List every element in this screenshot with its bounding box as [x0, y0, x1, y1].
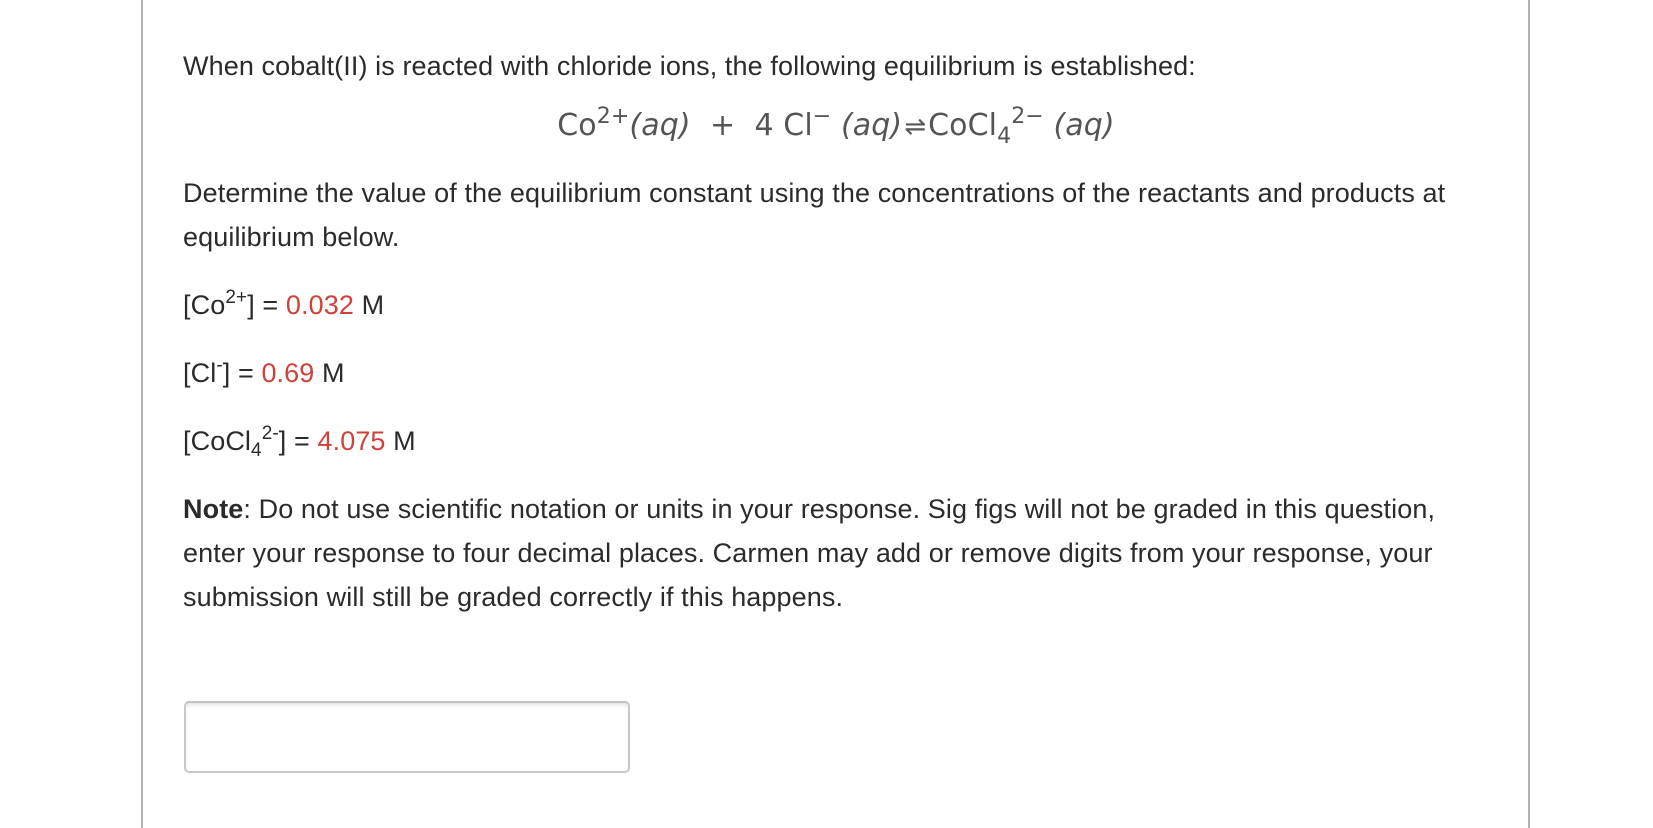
note-text — [183, 487, 1483, 619]
concentration-chloride — [183, 351, 1483, 395]
answer-input[interactable] — [184, 701, 630, 773]
unit: M — [314, 358, 345, 388]
state-aq: (aq) — [1053, 108, 1115, 143]
concentration-cobalt — [183, 283, 1483, 327]
species-label: [CoCl — [183, 426, 252, 456]
equilibrium-arrow-icon: ⇌ — [904, 112, 927, 142]
product-complex: CoCl — [928, 108, 998, 143]
state-aq: (aq) — [629, 108, 691, 143]
species-label: [Co — [183, 290, 226, 320]
reactant-cobalt: Co — [557, 108, 597, 143]
equals: ] = — [278, 426, 318, 456]
species-subscript: 4 — [251, 440, 262, 461]
question-panel — [141, 0, 1530, 828]
species-charge: 2- — [261, 423, 279, 444]
determine-text: Determine the value of the equilibrium constant using the concentrations of the reactants and products at equilibrium below. — [183, 178, 1446, 252]
state-aq: (aq) — [840, 108, 903, 143]
unit: M — [353, 290, 385, 320]
unit: M — [385, 426, 416, 456]
equals: ] = — [247, 290, 286, 320]
species-charge: - — [216, 355, 223, 376]
product-subscript: 4 — [997, 124, 1012, 149]
note-label: Note — [183, 494, 244, 524]
equilibrium-equation — [183, 104, 1483, 149]
plus-sign: + — [709, 108, 736, 143]
note-body: : Do not use scientific notation or units in your response. Sig figs will not be graded in this question, enter your response to four decimal places. Carmen may add or remove digits from your response, your submission will still be graded correctly if this happens. — [183, 494, 1436, 612]
reactant-chloride: Cl — [783, 108, 813, 143]
species-label: [Cl — [183, 358, 217, 388]
concentration-complex — [183, 419, 1483, 463]
cobalt-charge: 2+ — [596, 104, 630, 129]
concentration-value: 4.075 — [317, 426, 386, 456]
product-charge: 2− — [1011, 104, 1044, 129]
intro-text: When cobalt(II) is reacted with chloride ions, the following equilibrium is established: — [183, 51, 1196, 81]
coefficient: 4 — [754, 108, 774, 143]
species-charge: 2+ — [225, 287, 248, 308]
question-content — [183, 44, 1483, 619]
concentration-value: 0.69 — [261, 358, 315, 388]
concentration-value: 0.032 — [285, 290, 354, 320]
equals: ] = — [222, 358, 262, 388]
chloride-charge: − — [812, 104, 832, 129]
